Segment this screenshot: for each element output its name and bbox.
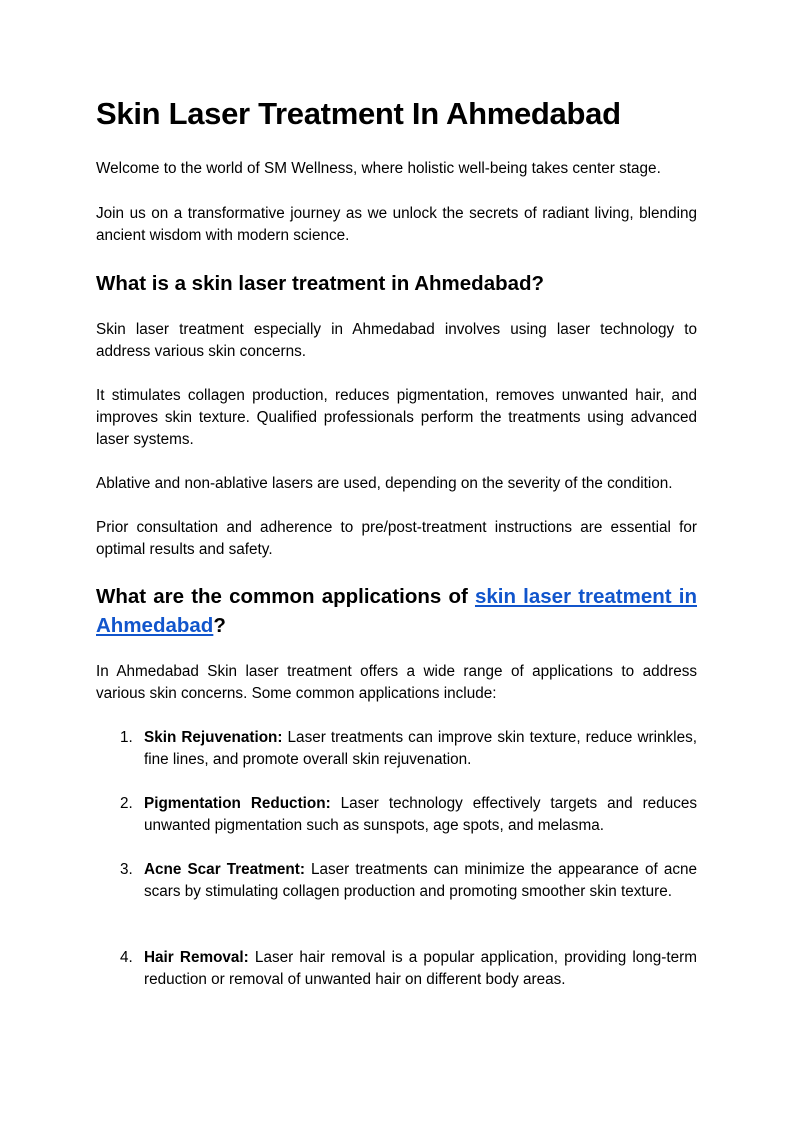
heading-text-suffix: ?: [213, 614, 226, 637]
section1-paragraph-2: It stimulates collagen production, reduces pigmentation, removes unwanted hair, and improves skin texture. Qualified professionals perform the treatments using advanced laser systems.: [96, 387, 697, 448]
section1-paragraph-3: Ablative and non-ablative lasers are used, depending on the severity of the condition.: [96, 475, 673, 492]
list-item-number: 1.: [120, 729, 133, 746]
list-item-term: Skin Rejuvenation:: [144, 729, 283, 746]
skin-laser-treatment-link[interactable]: skin laser treatment in Ahmedabad: [96, 585, 697, 637]
section2-intro-paragraph: In Ahmedabad Skin laser treatment offers a wide range of applications to address various skin concerns. Some common applications include:: [96, 663, 697, 702]
intro-paragraph-1: Welcome to the world of SM Wellness, where holistic well-being takes center stage.: [96, 160, 661, 177]
list-item-body: [144, 727, 697, 771]
list-item-number: 3.: [120, 861, 133, 878]
list-item-text: Laser treatments can improve skin texture, reduce wrinkles, fine lines, and promote overall skin rejuvenation.: [144, 729, 697, 768]
page-title: Skin Laser Treatment In Ahmedabad: [96, 96, 621, 131]
list-item-term: Hair Removal:: [144, 949, 249, 966]
intro-paragraph-2: Join us on a transformative journey as we unlock the secrets of radiant living, blending ancient wisdom with modern science.: [96, 205, 697, 244]
list-item-number: 4.: [120, 949, 133, 966]
section-heading-what-is: What is a skin laser treatment in Ahmedabad?: [96, 272, 545, 295]
list-item-text: Laser technology effectively targets and reduces unwanted pigmentation such as sunspots, age spots, and melasma.: [144, 795, 698, 834]
list-item-number: 2.: [120, 795, 133, 812]
section-heading-applications: [96, 582, 697, 640]
list-item-text: Laser treatments can minimize the appearance of acne scars by stimulating collagen production and promoting smoother skin texture.: [144, 861, 698, 900]
list-item-text: Laser hair removal is a popular application, providing long-term reduction or removal of unwanted hair on different body areas.: [144, 949, 697, 988]
list-item-term: Acne Scar Treatment:: [144, 861, 305, 878]
section1-paragraph-1: Skin laser treatment especially in Ahmedabad involves using laser technology to address various skin concerns.: [96, 321, 697, 360]
list-item-body: [144, 793, 697, 837]
list-item-body: [144, 859, 697, 903]
section1-paragraph-4: Prior consultation and adherence to pre/post-treatment instructions are essential for optimal results and safety.: [96, 519, 697, 558]
list-item-term: Pigmentation Reduction:: [144, 795, 331, 812]
heading-text-prefix: What are the common applications of: [96, 585, 475, 608]
list-item-body: [144, 947, 697, 991]
